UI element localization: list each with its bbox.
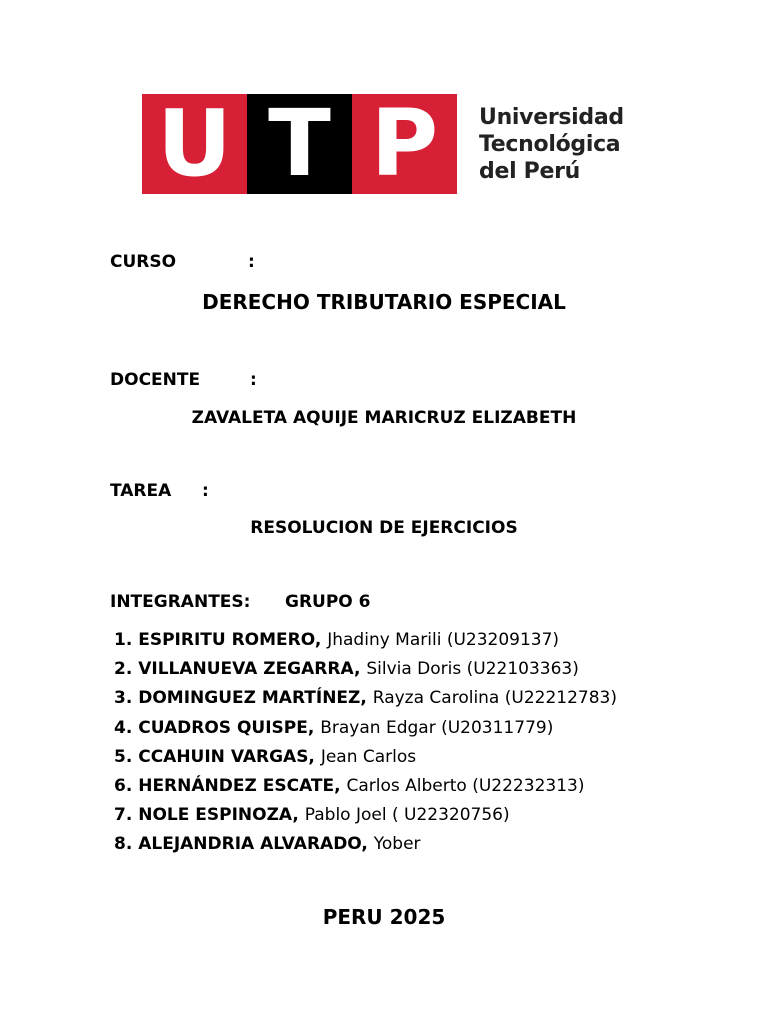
member-surname: HERNÁNDEZ ESCATE, bbox=[138, 776, 341, 797]
task-value: RESOLUCION DE EJERCICIOS bbox=[250, 518, 518, 538]
list-item bbox=[114, 743, 617, 772]
members-list bbox=[114, 626, 617, 860]
logo-line-1: Universidad bbox=[479, 104, 624, 130]
members-label: INTEGRANTES: bbox=[110, 592, 251, 612]
member-details: Rayza Carolina (U22212783) bbox=[372, 688, 617, 709]
member-surname: ESPIRITU ROMERO, bbox=[138, 630, 322, 650]
logo-wordmark bbox=[479, 104, 624, 185]
member-details: Silvia Doris (U22103363) bbox=[366, 659, 579, 680]
list-item bbox=[114, 772, 617, 801]
teacher-label: DOCENTE bbox=[110, 370, 201, 390]
task-label: TAREA bbox=[110, 481, 172, 501]
teacher-value: ZAVALETA AQUIJE MARICRUZ ELIZABETH bbox=[191, 408, 577, 428]
logo-letter-u: U bbox=[142, 94, 247, 194]
member-details: Pablo Joel ( U22320756) bbox=[304, 805, 510, 826]
member-details: Brayan Edgar (U20311779) bbox=[320, 717, 554, 738]
list-item bbox=[114, 626, 617, 655]
member-details: Jean Carlos bbox=[320, 746, 417, 767]
member-number: 6. bbox=[114, 776, 133, 797]
member-number: 7. bbox=[114, 805, 133, 826]
footer-text: PERU 2025 bbox=[322, 905, 446, 929]
teacher-colon: : bbox=[250, 370, 257, 390]
member-details: Jhadiny Marili (U23209137) bbox=[327, 630, 560, 650]
member-surname: VILLANUEVA ZEGARRA, bbox=[138, 659, 361, 680]
member-number: 8. bbox=[114, 834, 133, 855]
member-number: 1. bbox=[114, 630, 133, 650]
list-item bbox=[114, 830, 617, 859]
logo-letter-p: P bbox=[352, 94, 457, 194]
member-surname: CCAHUIN VARGAS, bbox=[138, 746, 315, 767]
utp-logo bbox=[142, 90, 624, 197]
logo-letter-t: T bbox=[247, 94, 352, 194]
member-surname: CUADROS QUISPE, bbox=[138, 717, 315, 738]
course-value: DERECHO TRIBUTARIO ESPECIAL bbox=[202, 290, 566, 314]
member-surname: NOLE ESPINOZA, bbox=[138, 805, 299, 826]
logo-line-2: Tecnológica bbox=[479, 131, 621, 157]
course-colon: : bbox=[248, 252, 255, 272]
member-details: Yober bbox=[373, 834, 421, 855]
list-item bbox=[114, 655, 617, 684]
member-surname: ALEJANDRIA ALVARADO, bbox=[138, 834, 368, 855]
member-surname: DOMINGUEZ MARTÍNEZ, bbox=[138, 688, 367, 709]
group-label: GRUPO 6 bbox=[285, 592, 371, 612]
course-label: CURSO bbox=[110, 252, 177, 272]
member-number: 4. bbox=[114, 717, 133, 738]
list-item bbox=[114, 801, 617, 830]
list-item bbox=[114, 714, 617, 743]
member-number: 5. bbox=[114, 746, 133, 767]
member-number: 3. bbox=[114, 688, 133, 709]
member-details: Carlos Alberto (U22232313) bbox=[346, 776, 585, 797]
logo-line-3: del Perú bbox=[479, 158, 581, 184]
task-colon: : bbox=[202, 481, 209, 501]
list-item bbox=[114, 684, 617, 713]
member-number: 2. bbox=[114, 659, 133, 680]
